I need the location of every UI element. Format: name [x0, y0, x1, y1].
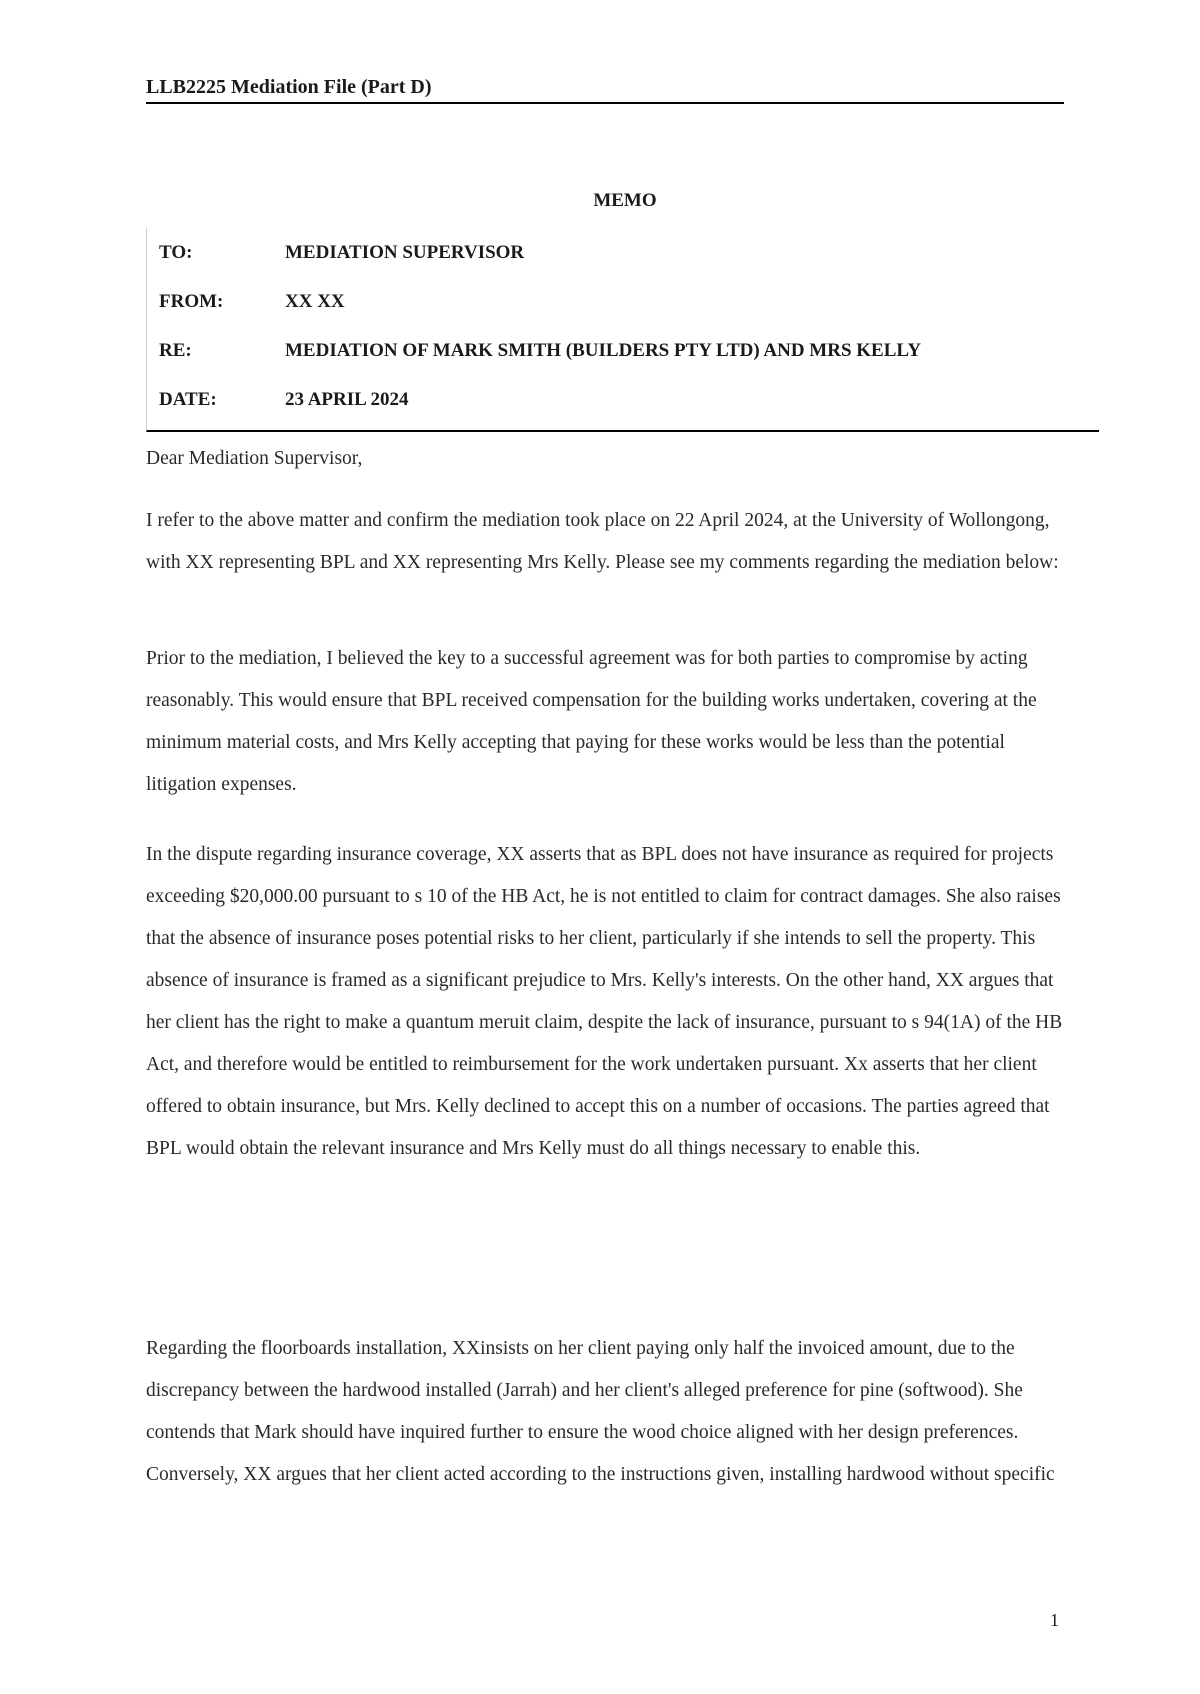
memo-fields: [146, 228, 1099, 432]
field-label: TO:: [159, 241, 193, 263]
page-number: 1: [1050, 1610, 1059, 1630]
paragraph-text: I refer to the above matter and confirm the mediation took place on 22 April 2024, at the University of Wollongong, with XX representing BPL and XX representing Mrs Kelly. Please see my comments regarding the mediation below:: [146, 510, 1059, 573]
field-label: FROM:: [159, 290, 224, 312]
paragraph-text: In the dispute regarding insurance coverage, XX asserts that as BPL does not have insurance as required for projects exceeding $20,000.00 pursuant to s 10 of the HB Act, he is not entitled to claim for contract damages. She also raises that the absence of insurance poses potential risks to her client, particularly if she intends to sell the property. This absence of insurance is framed as a significant prejudice to Mrs. Kelly's interests. On the other hand, XX argues that her client has the right to make a quantum meruit claim, despite the lack of insurance, pursuant to s 94(1A) of the HB Act, and therefore would be entitled to reimbursement for the work undertaken pursuant. Xx asserts that her client offered to obtain insurance, but Mrs. Kelly declined to accept this on a number of occasions. The parties agreed that BPL would obtain the relevant insurance and Mrs Kelly must do all things necessary to enable this.: [146, 844, 1063, 1159]
paragraph-text: Prior to the mediation, I believed the key to a successful agreement was for both parties to compromise by acting reasonably. This would ensure that BPL received compensation for the building works undertaken, covering at the minimum material costs, and Mrs Kelly accepting that paying for these works would be less than the potential litigation expenses.: [146, 648, 1037, 795]
field-value: XX XX: [285, 290, 345, 312]
paragraph-intro: [146, 500, 1066, 584]
paragraph-text: Regarding the floorboards installation, XXinsists on her client paying only half the invoiced amount, due to the discrepancy between the hardwood installed (Jarrah) and her client's alleged preference for pine (softwood). She contends that Mark should have inquired further to ensure the wood choice aligned with her design preferences. Conversely, XX argues that her client acted according to the instructions given, installing hardwood without specific: [146, 1338, 1055, 1485]
field-re: [147, 326, 1099, 375]
field-label: DATE:: [159, 388, 217, 410]
field-value: 23 APRIL 2024: [285, 388, 409, 410]
page-header: LLB2225 Mediation File (Part D): [146, 74, 1064, 104]
salutation: [146, 438, 1066, 480]
field-label: RE:: [159, 339, 192, 361]
paragraph-insurance: [146, 834, 1066, 1170]
memo-title: MEMO: [593, 190, 657, 211]
field-from: [147, 277, 1099, 326]
field-value: MEDIATION OF MARK SMITH (BUILDERS PTY LTD) AND MRS KELLY: [285, 339, 922, 361]
paragraph-prior: [146, 638, 1066, 806]
field-date: [147, 375, 1099, 424]
salutation-text: Dear Mediation Supervisor,: [146, 448, 363, 469]
field-value: MEDIATION SUPERVISOR: [285, 241, 525, 263]
paragraph-floorboards: [146, 1328, 1066, 1496]
field-to: [147, 228, 1099, 277]
